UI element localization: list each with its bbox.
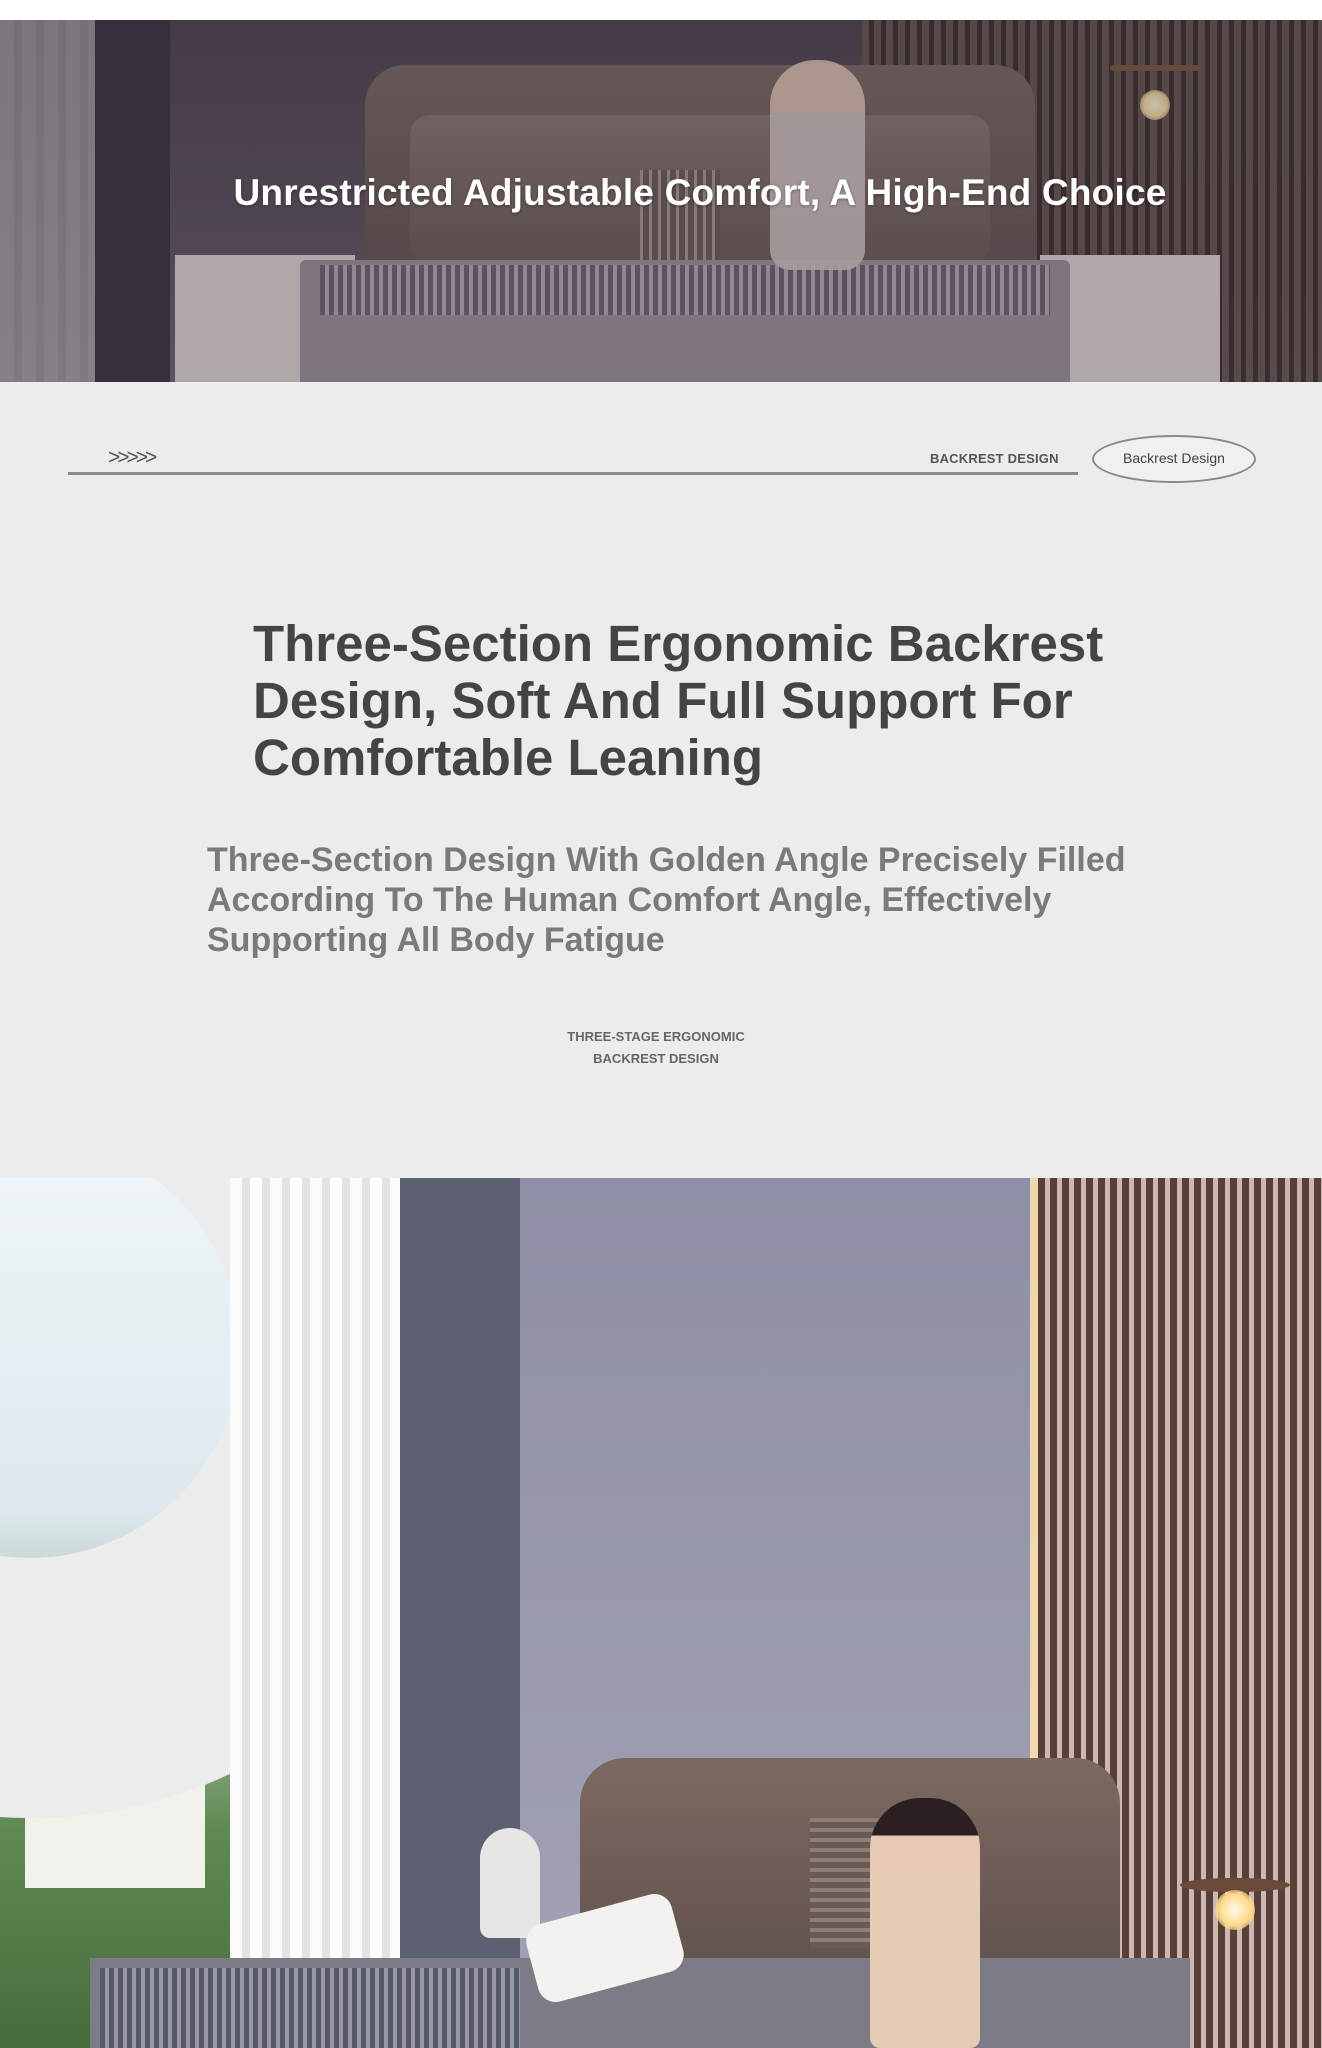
chevrons-icon: >>>>> (108, 446, 155, 469)
top-white-strip (0, 0, 1322, 20)
hero-banner (0, 20, 1322, 382)
caption-line-2: BACKREST DESIGN (593, 1051, 719, 1066)
blanket (100, 1968, 520, 2048)
section-tag: BACKREST DESIGN (930, 451, 1059, 466)
person-reading (870, 1798, 980, 2048)
bust-statue (480, 1828, 540, 1938)
lamp-bulb (1215, 1890, 1255, 1930)
sub-heading: Three-Section Design With Golden Angle Precisely Filled According To The Human Comfort Angle, Effectively Supporting All Body Fatigue (207, 841, 1126, 959)
house (25, 1778, 205, 1888)
main-heading: Three-Section Ergonomic Backrest Design, Soft And Full Support For Comfortable Leaning (253, 615, 1104, 786)
feature-caption (480, 1026, 832, 1070)
pill-label: Backrest Design (1123, 450, 1225, 466)
backrest-design-pill[interactable] (1092, 435, 1256, 483)
product-photo (0, 1178, 1322, 2048)
sheer-curtain (230, 1178, 400, 2048)
caption-line-1: THREE-STAGE ERGONOMIC (567, 1029, 745, 1044)
header-divider (68, 472, 1078, 475)
hero-title: Unrestricted Adjustable Comfort, A High-End Choice (233, 172, 1167, 213)
house (95, 1668, 235, 1758)
